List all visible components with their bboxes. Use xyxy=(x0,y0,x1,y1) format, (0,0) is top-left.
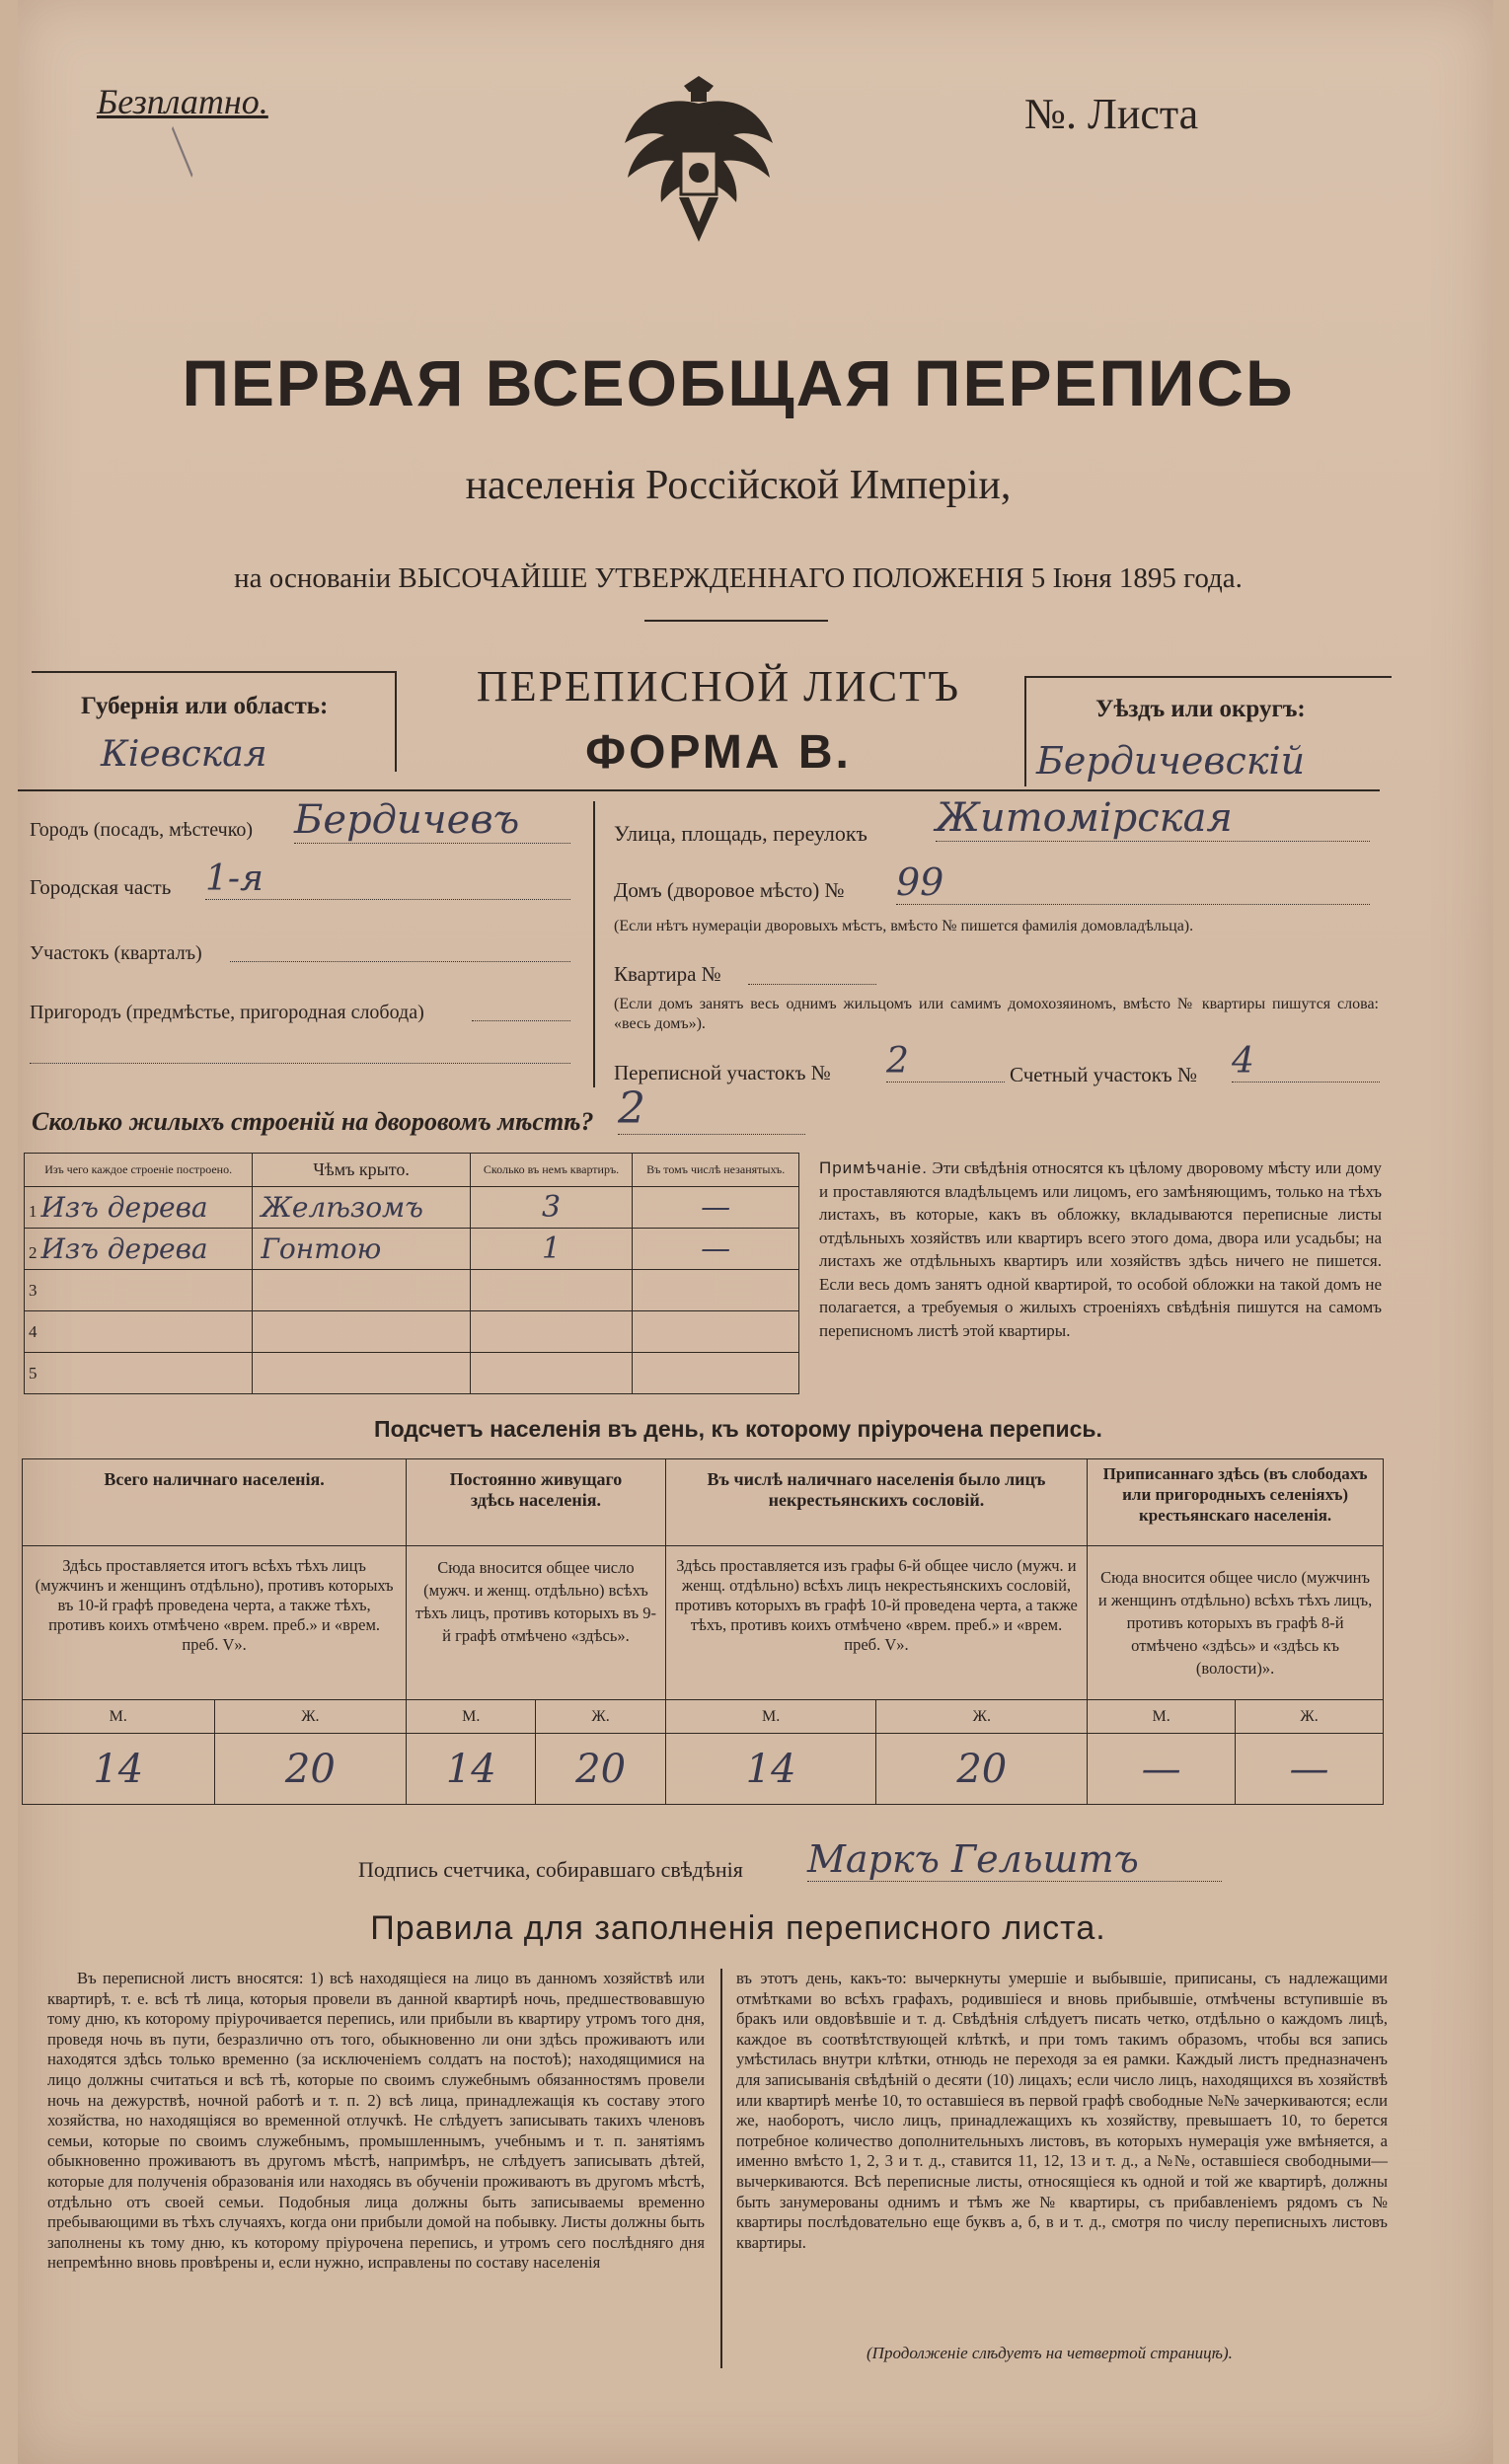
continued-note: (Продолженіе слѣдуетъ на четвертой страницѣ). xyxy=(867,2344,1233,2362)
column-head: Всего наличнаго населенія. xyxy=(23,1459,407,1546)
roof-cell[interactable]: Гонтою xyxy=(253,1229,470,1270)
form-letter: ФОРМА В. xyxy=(585,726,852,779)
female-count[interactable]: 20 xyxy=(536,1734,665,1805)
street-label: Улица, площадь, переулокъ xyxy=(614,821,868,846)
vacant-cell[interactable] xyxy=(633,1311,799,1353)
male-label: М. xyxy=(1088,1700,1236,1734)
material-cell[interactable] xyxy=(25,1187,253,1229)
apartments-cell[interactable]: 1 xyxy=(470,1229,633,1270)
city-part-label: Городская часть xyxy=(30,875,172,899)
apartments-cell[interactable] xyxy=(470,1270,633,1311)
row-number: 2 xyxy=(29,1243,38,1262)
apartment-field[interactable] xyxy=(748,982,876,985)
vacant-cell[interactable]: — xyxy=(633,1229,799,1270)
note-label: Примѣчаніе. xyxy=(819,1158,928,1177)
female-label: Ж. xyxy=(1236,1700,1384,1734)
column-description: Здѣсь проставляется итогъ всѣхъ тѣхъ лицъ (мужчинъ и женщинъ отдѣльно), противъ которыхъ въ 10-й графѣ проведена черта, а также тѣхъ, противъ коихъ отмѣчено «врем. преб.» и «врем. преб. V». xyxy=(23,1546,407,1700)
house-value[interactable]: 99 xyxy=(896,860,1370,905)
buildings-table xyxy=(24,1153,799,1394)
apartments-cell[interactable] xyxy=(470,1311,633,1353)
suburb-field[interactable] xyxy=(472,1018,570,1021)
vacant-cell[interactable] xyxy=(633,1270,799,1311)
note-block xyxy=(819,1157,1382,1342)
column-divider xyxy=(720,1969,722,2368)
page-subtitle: населенія Россійской Имперіи, xyxy=(465,463,1012,508)
rules-right-column: въ этотъ день, какъ-то: вычеркнуты умершіе и выбывшіе, приписаны, съ надлежащими отмѣтками во всѣхъ графахъ, родившіеся и вновь прибывшіе, отмѣчены вступившіе въ бракъ или овдовѣвшіе и т. д. Свѣдѣнія слѣдуетъ писать четко, отдѣльно о каждомъ лицѣ, каждое въ соотвѣтствующей клѣткѣ, и при томъ такимъ образомъ, чтобы вся запись умѣстилась внутри клѣтки, отнюдь не переходя за ея рамки. Каждый листъ предназначенъ для записыванія свѣдѣній о десяти (10) лицахъ; если число лицъ, находящихся въ хозяйствѣ или квартирѣ менѣе 10, то оставшіеся въ первой графѣ свободные №№ зачеркиваются; если же, наоборотъ, число лицъ, принадлежащихъ къ хозяйству, превышаетъ 10, то берется потребное количество дополнительныхъ листовъ, въ которыхъ нумерація уже вмѣняется, а именно вмѣсто 1, 2, 3 и т. д., ставится 11, 12, 13 и т. д., а №№, оставшіеся свободными—вычеркиваются. Всѣ переписные листы, относящіеся къ одной и той же квартирѣ, должны быть занумерованы однимъ и тѣмъ же № квартиры, съ прибавленіемъ рядомъ съ № квартиры послѣдовательно еще буквъ а, б, в и т. д., смотря по числу переписныхъ листовъ квартиры. xyxy=(736,1969,1388,2252)
table-row xyxy=(25,1270,799,1311)
district-label: Уѣздъ или округъ: xyxy=(1095,696,1306,722)
apartments-cell[interactable]: 3 xyxy=(470,1187,633,1229)
buildings-label: Сколько жилыхъ строеній на дворовомъ мѣстѣ? xyxy=(32,1107,594,1136)
female-count[interactable]: 20 xyxy=(214,1734,407,1805)
female-label: Ж. xyxy=(876,1700,1088,1734)
city-label: Городъ (посадъ, мѣстечко) xyxy=(30,819,254,841)
table-row xyxy=(25,1311,799,1353)
column-description: Сюда вносится общее число (мужч. и женщ. отдѣльно) всѣхъ тѣхъ лицъ, противъ которыхъ въ 9-й графѣ отмѣчено «здѣсь». xyxy=(407,1546,666,1700)
row-number[interactable]: 4 xyxy=(25,1311,253,1353)
census-district-label: Переписной участокъ № xyxy=(614,1061,831,1084)
male-count[interactable]: 14 xyxy=(665,1734,876,1805)
column-head: Въ числѣ наличнаго населенія было лицъ некрестьянскихъ сословій. xyxy=(665,1459,1087,1546)
city-value[interactable]: Бердичевъ xyxy=(294,797,570,844)
pencil-mark: ⟋ xyxy=(150,130,214,182)
quarter-label: Участокъ (кварталъ) xyxy=(30,942,202,964)
material-cell[interactable] xyxy=(25,1229,253,1270)
material-value: Изъ дерева xyxy=(40,1191,208,1224)
suburb-field-line2[interactable] xyxy=(30,1061,570,1064)
row-number[interactable]: 5 xyxy=(25,1353,253,1394)
male-label: М. xyxy=(665,1700,876,1734)
house-note: (Если нѣтъ нумераціи дворовыхъ мѣстъ, вмѣсто № пишется фамилія домовладѣльца). xyxy=(614,918,1194,934)
quarter-field[interactable] xyxy=(230,959,570,962)
row-number: 1 xyxy=(29,1202,38,1221)
district-box xyxy=(1024,676,1392,786)
signature-value[interactable]: Маркъ Гельштъ xyxy=(807,1837,1222,1882)
census-sheet xyxy=(18,0,1493,2464)
table-header: Въ томъ числѣ незанятыхъ. xyxy=(633,1154,799,1187)
column-head: Постоянно живущаго здѣсь населенія. xyxy=(407,1459,666,1546)
vacant-cell[interactable]: — xyxy=(633,1187,799,1229)
double-eagle-emblem-icon xyxy=(620,74,778,252)
province-value[interactable]: Кіевская xyxy=(101,734,267,775)
population-title: Подсчетъ населенія въ день, къ которому пріурочена перепись. xyxy=(374,1416,1102,1442)
material-value: Изъ дерева xyxy=(40,1232,208,1265)
male-count[interactable]: 14 xyxy=(407,1734,536,1805)
sheet-number-label: №. Листа xyxy=(1024,90,1199,138)
apartment-label: Квартира № xyxy=(614,962,721,986)
male-label: М. xyxy=(407,1700,536,1734)
rules-title: Правила для заполненія переписного листа. xyxy=(370,1909,1106,1947)
table-header: Чѣмъ крыто. xyxy=(253,1154,470,1187)
table-row xyxy=(25,1353,799,1394)
table-header: Сколько въ немъ квартиръ. xyxy=(470,1154,633,1187)
female-count[interactable]: 20 xyxy=(876,1734,1088,1805)
street-value[interactable]: Житомірская xyxy=(936,795,1370,842)
free-label: Безплатно. xyxy=(97,82,268,121)
roof-cell[interactable] xyxy=(253,1353,470,1394)
divider xyxy=(18,789,1380,791)
census-district-value[interactable]: 2 xyxy=(886,1041,1005,1083)
divider xyxy=(644,620,828,622)
legal-basis: на основаніи ВЫСОЧАЙШЕ УТВЕРЖДЕННАГО ПОЛОЖЕНІЯ 5 Іюня 1895 года. xyxy=(234,562,1243,594)
province-label: Губернія или область: xyxy=(81,693,329,719)
note-text: Эти свѣдѣнія относятся къ цѣлому дворовому мѣсту или дому и проставляются владѣльцемъ или лицомъ, его замѣняющимъ, только на тѣхъ листахъ, въ которые, какъ въ обложку, вкладываются переписные листы отдѣльныхъ хозяйствъ или квартиръ всего этого дома, двора или усадьбы; на листахъ же отдѣльныхъ квартиръ или хозяйствъ здѣсь ничего не пишется. Если весь домъ занятъ одной квартирой, то особой обложки на такой домъ не полагается, а требуемыя о жилыхъ строеніяхъ свѣдѣнія пишутся на самомъ переписномъ листѣ этой квартиры. xyxy=(819,1158,1382,1340)
page-title: ПЕРВАЯ ВСЕОБЩАЯ ПЕРЕПИСЬ xyxy=(182,346,1295,419)
count-district-label: Счетный участокъ № xyxy=(1010,1063,1198,1086)
province-box xyxy=(32,671,397,775)
row-number[interactable]: 3 xyxy=(25,1270,253,1311)
vacant-cell[interactable] xyxy=(633,1353,799,1394)
rules-left-column: Въ переписной листъ вносятся: 1) всѣ находящіеся на лицо въ данномъ хозяйствѣ или квартирѣ, т. е. всѣ тѣ лица, которыя провели въ данной квартирѣ ночь, предшествовавшую тому дню, къ которому пріурочивается перепись, или прибыли въ квартиру утромъ того дня, проведя ночь въ пути, безразлично отъ того, обыкновенно ли они здѣсь проживаютъ или находятся здѣсь только временно (за исключеніемъ солдатъ на постоѣ); находящимися на лицо должны считаться и всѣ тѣ, которые по своимъ служебнымъ обязанностямъ провели ночь на дежурствѣ, ночной работѣ и т. п. 2) всѣ лица, принадлежащія къ составу этого хозяйства, но находящіяся во временной отлучкѣ. Не слѣдуетъ записывать такихъ членовъ семьи, которые по своимъ служебнымъ, промышленнымъ, учебнымъ и т. п. занятіямъ обыкновенно проживаютъ въ другомъ мѣстѣ, напримѣръ, не слѣдуетъ записывать дѣтей, которые для полученія образованія или находясь въ обученіи проживаютъ въ другомъ мѣстѣ, отдѣльно отъ своей семьи. Подобныя лица должны быть записываемы временно пребывающими въ тѣхъ случаяхъ, когда они прибыли домой на побывку. Листы должны быть заполнены къ тому дню, къ которому пріурочена перепись, и утромъ сего послѣдняго дня непремѣнно вновь провѣрены и, если нужно, исправлены по составу населенія xyxy=(47,1969,705,2273)
column-description: Сюда вносится общее число (мужчинъ и женщинъ отдѣльно) всѣхъ тѣхъ лицъ, противъ которыхъ въ графѣ 8-й отмѣчено «здѣсь» и «здѣсь къ (волости)». xyxy=(1088,1546,1384,1700)
column-description: Здѣсь проставляется изъ графы 6-й общее число (мужч. и женщ. отдѣльно) всѣхъ лицъ некрестьянскихъ сословій, противъ которыхъ въ графѣ 10-й проведена черта, а также тѣхъ, противъ коихъ отмѣчено «врем. преб.» и «врем. преб. V». xyxy=(665,1546,1087,1700)
table-header: Изъ чего каждое строеніе построено. xyxy=(25,1154,253,1187)
city-part-value[interactable]: 1-я xyxy=(205,859,570,900)
buildings-value[interactable]: 2 xyxy=(618,1083,805,1135)
male-count[interactable]: 14 xyxy=(23,1734,215,1805)
signature-label: Подпись счетчика, собиравшаго свѣдѣнія xyxy=(358,1857,743,1882)
female-count[interactable]: — xyxy=(1236,1734,1384,1805)
male-count[interactable]: — xyxy=(1088,1734,1236,1805)
table-row xyxy=(25,1187,799,1229)
roof-cell[interactable]: Желѣзомъ xyxy=(253,1187,470,1229)
male-label: М. xyxy=(23,1700,215,1734)
female-label: Ж. xyxy=(536,1700,665,1734)
table-row xyxy=(25,1229,799,1270)
female-label: Ж. xyxy=(214,1700,407,1734)
vertical-divider xyxy=(593,801,595,1087)
house-label: Домъ (дворовое мѣсто) № xyxy=(614,878,845,902)
roof-cell[interactable] xyxy=(253,1270,470,1311)
apartment-note: (Если домъ занятъ весь однимъ жильцомъ или самимъ домохозяиномъ, вмѣсто № квартиры пишутся слова: «весь домъ»). xyxy=(614,996,1379,1032)
suburb-label: Пригородъ (предмѣстье, пригородная слобода) xyxy=(30,1002,424,1023)
roof-cell[interactable] xyxy=(253,1311,470,1353)
column-head: Приписаннаго здѣсь (въ слободахъ или пригородныхъ селеніяхъ) крестьянскаго населенія. xyxy=(1088,1459,1384,1546)
count-district-value[interactable]: 4 xyxy=(1232,1041,1380,1083)
district-value[interactable]: Бердичевскій xyxy=(1036,739,1306,783)
form-title: ПЕРЕПИСНОЙ ЛИСТЪ xyxy=(476,662,961,710)
apartments-cell[interactable] xyxy=(470,1353,633,1394)
population-table xyxy=(22,1458,1384,1805)
